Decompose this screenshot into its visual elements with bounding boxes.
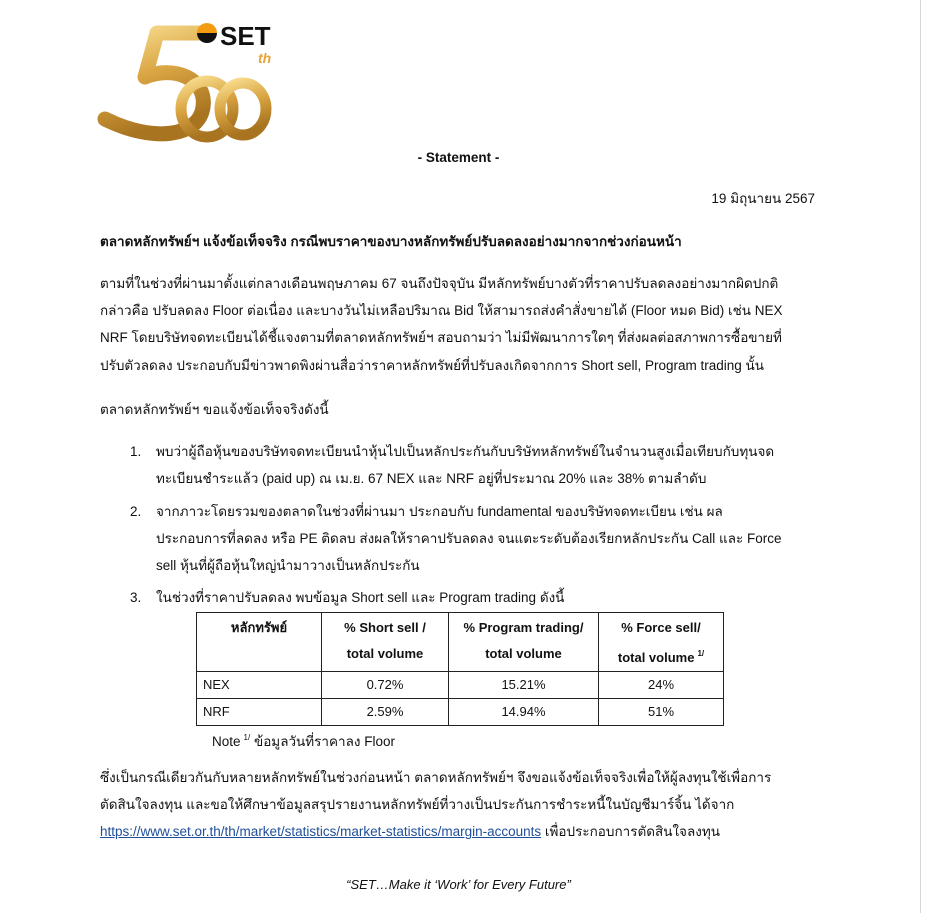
item-line: พบว่าผู้ถือหุ้นของบริษัทจดทะเบียนนำหุ้นไปเป็นหลักประกันกับบริษัทหลักทรัพย์ในจำนวนสูงเมื่อเทียบกับทุนจด (156, 444, 775, 459)
header-short-sell (322, 613, 449, 672)
note-text: ข้อมูลวันที่ราคาลง Floor (253, 734, 396, 749)
cell-force-sell: 51% (599, 699, 724, 726)
margin-accounts-link[interactable]: https://www.set.or.th/th/market/statistics/market-statistics/margin-accounts (100, 824, 542, 839)
item-number: 2. (130, 504, 142, 519)
header-program-trading (449, 613, 599, 672)
item-number: 1. (130, 444, 142, 459)
header-line: total volume (485, 646, 562, 661)
cell-short-sell: 0.72% (322, 672, 449, 699)
table-row (197, 699, 724, 726)
cell-security: NRF (197, 699, 322, 726)
header-security (197, 613, 322, 672)
set-50th-logo (95, 15, 295, 145)
logo-brand-text: SET (220, 21, 271, 51)
closing-line: ซึ่งเป็นกรณีเดียวกันกับหลายหลักทรัพย์ในช่วงก่อนหน้า ตลาดหลักทรัพย์ฯ จึงขอแจ้งข้อเท็จจริงเพื่อให้ผู้ลงทุนใช้เพื่อการ (100, 770, 772, 785)
item-line: sell หุ้นที่ผู้ถือหุ้นใหญ่นำมาวางเป็นหลักประกัน (156, 558, 420, 573)
header-line-with-mark (605, 641, 717, 671)
cell-force-sell: 24% (599, 672, 724, 699)
page-edge (920, 0, 921, 913)
intro-line: NRF โดยบริษัทจดทะเบียนได้ชี้แจงตามที่ตลาดหลักทรัพย์ฯ สอบถามว่า ไม่มีพัฒนาการใดๆ ที่ส่งผลต่อสภาพการซื้อขายที่ (100, 330, 782, 345)
cell-program-trading: 14.94% (449, 699, 599, 726)
header-line: % Program trading/ (463, 620, 584, 635)
item-number: 3. (130, 590, 142, 605)
header-line: total volume (346, 646, 424, 661)
cell-short-sell: 2.59% (322, 699, 449, 726)
note-label: Note (212, 734, 241, 749)
short-sell-table (196, 612, 724, 726)
statement-label: - Statement - (417, 150, 500, 165)
intro-line: กล่าวคือ ปรับลดลง Floor ต่อเนื่อง และบางวันไม่เหลือปริมาณ Bid ให้สามารถส่งคำสั่งขายได้ (Floor หมด Bid) เช่น NEX (100, 303, 783, 318)
item-line: ทะเบียนชำระแล้ว (paid up) ณ เม.ย. 67 NEX และ NRF อยู่ที่ประมาณ 20% และ 38% ตามลำดับ (156, 471, 707, 486)
closing-link-suffix: เพื่อประกอบการตัดสินใจลงทุน (544, 824, 720, 839)
set-brand-mark-icon (197, 23, 217, 43)
item-line: ประกอบการที่ลดลง หรือ PE ติดลบ ส่งผลให้ราคาปรับลดลง จนแตะระดับต้องเรียกหลักประกัน Call และ Force (156, 531, 782, 546)
lead-sentence: ตลาดหลักทรัพย์ฯ ขอแจ้งข้อเท็จจริงดังนี้ (100, 402, 329, 417)
item-line: ในช่วงที่ราคาปรับลดลง พบข้อมูล Short sell และ Program trading ดังนี้ (156, 590, 565, 605)
table-row (197, 672, 724, 699)
header-line: % Short sell / (344, 620, 426, 635)
table-note (212, 728, 395, 748)
statement-title: ตลาดหลักทรัพย์ฯ แจ้งข้อเท็จจริง กรณีพบราคาของบางหลักทรัพย์ปรับลดลงอย่างมากจากช่วงก่อนหน้า (100, 234, 682, 249)
statement-date: 19 มิถุนายน 2567 (711, 191, 815, 206)
header-line: total volume (617, 650, 695, 665)
item-line: จากภาวะโดยรวมของตลาดในช่วงที่ผ่านมา ประกอบกับ fundamental ของบริษัทจดทะเบียน เช่น ผล (156, 504, 723, 519)
cell-program-trading: 15.21% (449, 672, 599, 699)
intro-line: ปรับตัวลดลง ประกอบกับมีข่าวพาดพิงผ่านสื่อว่าราคาหลักทรัพย์ที่ปรับลงเกิดจากการ Short sell, Program trading นั้น (100, 358, 764, 373)
header-line: % Force sell/ (621, 620, 701, 635)
footnote-mark: 1/ (697, 649, 705, 658)
header-force-sell (599, 613, 724, 672)
logo-ordinal-text: th (258, 50, 272, 66)
table-header-row (197, 613, 724, 672)
closing-line (100, 822, 720, 842)
closing-line: ตัดสินใจลงทุน และขอให้ศึกษาข้อมูลสรุปรายงานหลักทรัพย์ที่วางเป็นประกันการชำระหนี้ในบัญชีมาร์จิ้น ได้จาก (100, 797, 735, 812)
intro-line: ตามที่ในช่วงที่ผ่านมาตั้งแต่กลางเดือนพฤษภาคม 67 จนถึงปัจจุบัน มีหลักทรัพย์บางตัวที่ราคาปรับลดลงอย่างมากผิดปกติ (100, 276, 779, 291)
footer-slogan: “SET…Make it ‘Work’ for Every Future” (346, 877, 571, 892)
cell-security: NEX (197, 672, 322, 699)
header-line: หลักทรัพย์ (230, 620, 288, 635)
footnote-mark: 1/ (243, 733, 251, 742)
